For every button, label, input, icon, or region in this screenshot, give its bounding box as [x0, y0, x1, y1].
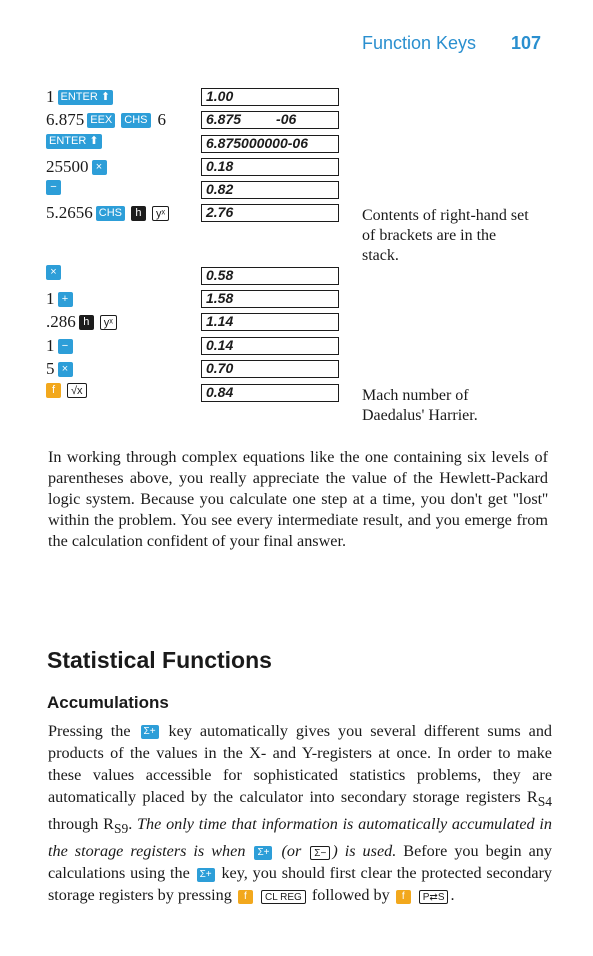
- note-line: Daedalus' Harrier.: [362, 407, 478, 424]
- y-power-x-key: yˣ: [100, 315, 117, 330]
- section-name: Function Keys: [362, 33, 477, 53]
- subscript: S4: [537, 794, 552, 810]
- display-box: 1.14: [201, 313, 339, 331]
- step-row-6: [46, 203, 172, 223]
- enter-key: ENTER ⬆: [58, 90, 114, 105]
- display-box: 1.58: [201, 290, 339, 308]
- note-line: Mach number of: [362, 387, 469, 404]
- step-row-4: [46, 157, 110, 177]
- step-row-12: [46, 383, 90, 398]
- times-key: ×: [46, 265, 61, 280]
- step-row-5: [46, 180, 64, 195]
- square-root-key: √x: [67, 383, 87, 398]
- note-line: of brackets are in the: [362, 227, 497, 244]
- times-key: ×: [92, 160, 107, 175]
- text-run: key automatically gives you several different sums and products of the values in the X- and Y-registers at once. In order to make these values accessible for sophisticated statistics problems, they are automatically placed by the calculator into secondary storage registers R: [48, 722, 553, 806]
- step-row-2: [46, 110, 166, 130]
- sigma-plus-key: Σ+: [141, 725, 159, 739]
- stack-note: [362, 206, 562, 266]
- p-s-key: P⇄S: [419, 890, 449, 904]
- italic-run: ) is used.: [332, 842, 397, 861]
- display-box: 0.14: [201, 337, 339, 355]
- enter-key: ENTER ⬆: [46, 134, 102, 149]
- display-box: 0.58: [201, 267, 339, 285]
- step-row-1: [46, 87, 116, 107]
- step-input: 1: [46, 289, 55, 308]
- chs-key: CHS: [96, 206, 125, 221]
- page-number: 107: [511, 33, 542, 53]
- times-key: ×: [58, 362, 73, 377]
- body-paragraph: In working through complex equations like the one containing six levels of parentheses above, you really appreciate the value of the Hewlett-Packard logic system. Because you calculate one step at a time, you don't get ''lost'' within the problem. You see every intermediate result, and you emerge from the calculation confident of your final answer.: [48, 448, 548, 550]
- display-box: 0.84: [201, 384, 339, 402]
- sigma-minus-key: Σ−: [310, 846, 330, 860]
- minus-key: −: [46, 180, 61, 195]
- minus-key: −: [58, 339, 73, 354]
- italic-run: (or: [281, 842, 302, 861]
- sigma-plus-key: Σ+: [254, 846, 272, 860]
- text-run: followed by: [311, 886, 390, 905]
- step-input: 5.2656: [46, 203, 93, 222]
- subsection-title: Accumulations: [47, 693, 169, 712]
- step-input: 1: [46, 336, 55, 355]
- display-box: 6.875000000-06: [201, 135, 339, 153]
- step-input: 5: [46, 359, 55, 378]
- display-box: 0.18: [201, 158, 339, 176]
- step-input: 1: [46, 87, 55, 106]
- sigma-plus-key: Σ+: [197, 868, 215, 882]
- accumulations-paragraph: [48, 720, 552, 906]
- page-header: [362, 33, 542, 54]
- text-run: .: [450, 886, 455, 905]
- eex-key: EEX: [87, 113, 115, 128]
- text-run: key, you should first clear the protected secondary storage registers by pressing: [48, 864, 553, 905]
- f-key: f: [396, 890, 411, 904]
- text-run: Before you begin any calculations using the: [48, 842, 552, 883]
- text-run: Pressing the: [48, 722, 131, 740]
- italic-run: The only time that information is automatically accumulated in the storage registers is when: [48, 815, 553, 861]
- display-box: 2.76: [201, 204, 339, 222]
- note-line: stack.: [362, 247, 399, 264]
- h-key: h: [131, 206, 146, 221]
- text-run: .: [128, 815, 138, 834]
- step-row-9: [46, 312, 120, 332]
- step-row-10: [46, 336, 76, 356]
- cl-reg-key: CL REG: [261, 890, 306, 904]
- step-input: .286: [46, 312, 76, 331]
- chs-key: CHS: [121, 113, 150, 128]
- text-run: through R: [48, 815, 114, 834]
- display-box: 0.70: [201, 360, 339, 378]
- f-key: f: [46, 383, 61, 398]
- note-line: Contents of right-hand set: [362, 207, 529, 224]
- step-row-11: [46, 359, 76, 379]
- mach-note: [362, 386, 562, 426]
- step-row-7: [46, 265, 64, 280]
- display-box: 1.00: [201, 88, 339, 106]
- step-row-8: [46, 289, 76, 309]
- f-key: f: [238, 890, 253, 904]
- step-input: 25500: [46, 157, 89, 176]
- step-input: 6: [157, 110, 166, 129]
- h-key: h: [79, 315, 94, 330]
- plus-key: +: [58, 292, 73, 307]
- display-box: 6.875 -06: [201, 111, 339, 129]
- section-title: Statistical Functions: [47, 647, 272, 673]
- subscript: S9: [113, 821, 129, 837]
- y-power-x-key: yˣ: [152, 206, 169, 221]
- display-box: 0.82: [201, 181, 339, 199]
- step-input: 6.875: [46, 110, 85, 129]
- step-row-3: [46, 134, 105, 149]
